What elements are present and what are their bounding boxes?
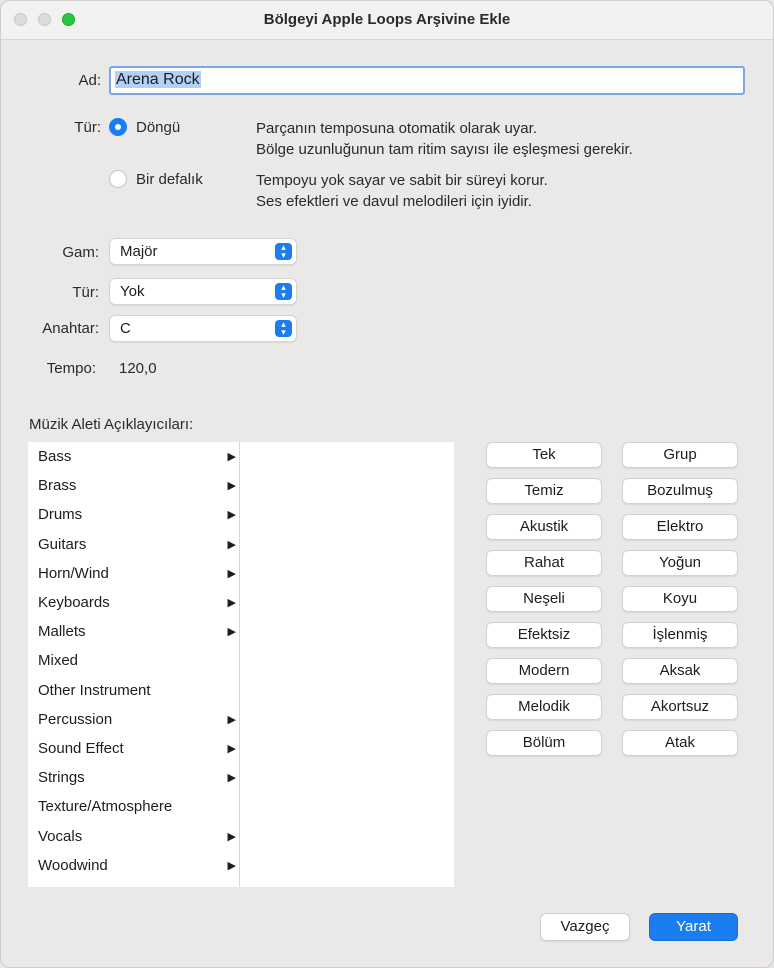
loop-description-2: Bölge uzunluğunun tam ritim sayısı ile eşleşmesi gerekir. [256,141,633,158]
list-item-label: Horn/Wind [38,564,109,582]
keyword-button[interactable]: Koyu [622,586,738,612]
chevron-right-icon: ▶ [227,480,236,493]
cancel-button[interactable]: Vazgeç [540,913,630,941]
list-item-label: Guitars [38,535,87,553]
list-item[interactable] [38,445,238,469]
list-item-label: Mixed [38,652,79,670]
genre-label: Tür: [72,284,99,301]
key-select-value: C [120,320,131,337]
window-title: Bölgeyi Apple Loops Arşivine Ekle [263,11,511,28]
list-item-label: Sound Effect [38,740,124,757]
list-item[interactable] [38,591,238,615]
key-label: Anahtar: [42,320,99,337]
keyword-button[interactable]: Tek [486,442,602,468]
list-item-label: Vocals [38,827,83,845]
chevron-right-icon: ▶ [227,451,236,463]
radio-one-shot-label: Bir defalık [136,171,203,188]
column-divider [239,442,240,887]
list-item[interactable] [38,825,238,849]
keyword-button[interactable]: Yoğun [622,550,738,576]
name-input-value: Arena Rock [116,71,200,88]
tempo-label: Tempo: [46,360,96,377]
list-item-label: Woodwind [38,856,108,874]
list-item-label: Drums [38,506,83,524]
chevron-right-icon: ▶ [227,772,236,785]
keyword-button[interactable]: Akortsuz [622,694,738,720]
list-item-label: Percussion [38,710,113,728]
keyword-button[interactable]: Efektsiz [486,622,602,648]
keyword-button[interactable]: Elektro [622,514,738,540]
one-shot-description-2: Ses efektleri ve davul melodileri için iyidir. [256,193,532,210]
list-item[interactable] [38,795,238,819]
genre-select[interactable] [109,278,297,305]
list-item[interactable] [38,562,238,586]
list-item[interactable] [38,708,238,732]
list-item[interactable] [38,854,238,878]
scale-label: Gam: [62,244,99,261]
list-item[interactable] [38,766,238,790]
radio-loop-label: Döngü [136,119,181,136]
keyword-button[interactable]: Rahat [486,550,602,576]
keyword-button[interactable]: Atak [622,730,738,756]
scale-select[interactable] [109,238,297,265]
radio-loop[interactable] [109,118,127,136]
keyword-button[interactable]: İşlenmiş [622,622,738,648]
loop-description-1: Parçanın temposuna otomatik olarak uyar. [256,120,537,137]
scale-select-value: Majör [120,243,158,260]
key-select[interactable] [109,315,297,342]
list-item-label: Mallets [38,623,86,641]
keyword-button[interactable]: Modern [486,658,602,684]
up-down-arrows-icon: ▴ ▾ [275,320,292,337]
keyword-button[interactable]: Akustik [486,514,602,540]
instrument-browser[interactable] [28,442,454,887]
chevron-right-icon: ▶ [227,830,236,843]
list-item-label: Strings [38,769,85,787]
chevron-right-icon: ▶ [227,509,236,522]
keyword-button[interactable]: Bölüm [486,730,602,756]
genre-select-value: Yok [120,283,145,300]
type-label: Tür: [74,119,101,136]
chevron-right-icon: ▶ [227,538,236,551]
list-item[interactable] [38,649,238,673]
list-item-label: Texture/Atmosphere [38,798,173,816]
keyword-button[interactable]: Grup [622,442,738,468]
list-item-label: Other Instrument [38,681,151,699]
title-bar [1,1,773,40]
list-item-label: Brass [38,477,77,495]
chevron-right-icon: ▶ [227,567,236,580]
chevron-right-icon: ▶ [227,743,236,755]
name-label: Ad: [78,72,101,89]
keyword-button[interactable]: Temiz [486,478,602,504]
tempo-value: 120,0 [119,360,157,377]
create-button[interactable]: Yarat [649,913,738,941]
one-shot-description-1: Tempoyu yok sayar ve sabit bir süreyi korur. [256,172,548,189]
list-item-label: Bass [38,448,72,465]
list-item[interactable] [38,737,238,761]
name-input[interactable] [109,66,745,95]
keyword-button[interactable]: Neşeli [486,586,602,612]
list-item-label: Keyboards [38,594,110,611]
chevron-right-icon: ▶ [227,597,236,609]
list-item[interactable] [38,533,238,557]
chevron-right-icon: ▶ [227,713,236,726]
up-down-arrows-icon: ▴ ▾ [275,283,292,300]
chevron-right-icon: ▶ [227,859,236,872]
up-down-arrows-icon: ▴ ▾ [275,243,292,260]
list-item[interactable] [38,620,238,644]
keyword-button[interactable]: Bozulmuş [622,478,738,504]
radio-one-shot[interactable] [109,170,127,188]
keyword-button[interactable]: Aksak [622,658,738,684]
list-item[interactable] [38,679,238,703]
keyword-button[interactable]: Melodik [486,694,602,720]
list-item[interactable] [38,503,238,527]
descriptors-label: Müzik Aleti Açıklayıcıları: [29,416,194,433]
chevron-right-icon: ▶ [227,626,236,639]
list-item[interactable] [38,474,238,498]
